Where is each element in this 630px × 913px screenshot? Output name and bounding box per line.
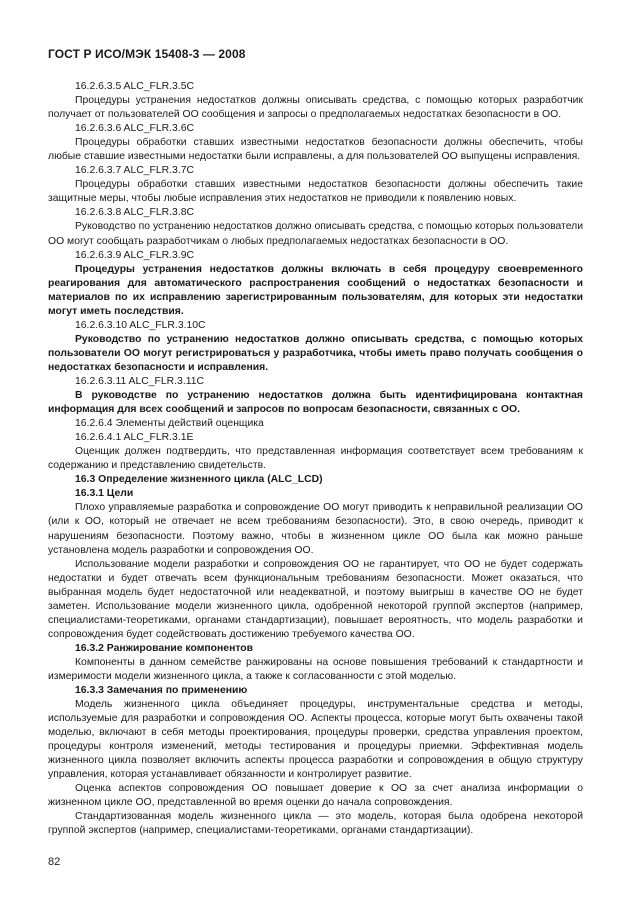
paragraph: Оценщик должен подтвердить, что представленная информация соответствует всем требованиям к содержанию и представлению свидетельств. <box>48 446 583 472</box>
paragraph: Процедуры устранения недостатков должны включать в себя процедуру своевременного реагирования для автоматического распространения сообщений о недостатках безопасности и материалов по их исправлению зарегистрированным пользователям, для которых эти недостатки могут иметь последствия. <box>48 263 583 317</box>
paragraph: 16.2.6.3.8 ALC_FLR.3.8C <box>75 207 194 219</box>
paragraph: Плохо управляемые разработка и сопровождение ОО могут приводить к неправильной реализации ОО (или к ОО, который не отвечает не всем требованиям безопасности). Это, в свою очередь, приводит к нарушениям безопасности. Поэтому важно, чтобы в жизненном цикле ОО была как можно раньше установлена модель разработки и сопровождения ОО. <box>48 502 583 556</box>
paragraph: 16.3.3 Замечания по применению <box>75 685 248 697</box>
paragraph: Оценка аспектов сопровождения ОО повышает доверие к ОО за счет анализа информации о жизненном цикле ОО, представленной во время оценки до начала сопровождения. <box>48 783 583 809</box>
paragraph: В руководстве по устранению недостатков должна быть идентифицирована контактная информация для всех сообщений и запросов по вопросам безопасности, связанных с ОО. <box>48 390 583 416</box>
paragraph: 16.3.1 Цели <box>75 488 134 500</box>
paragraph: Стандартизованная модель жизненного цикла — это модель, которая была одобрена некоторой группой экспертов (например, специалистами-теоретиками, органами стандартизации). <box>48 811 583 837</box>
document-header: ГОСТ Р ИСО/МЭК 15408-3 — 2008 <box>48 47 246 61</box>
paragraph: Руководство по устранению недостатков должно описывать средства, с помощью которых пользователи ОО могут регистрироваться у разработчика, чтобы иметь право получать сообщения о недостатках безопасности и исправления. <box>48 333 583 373</box>
paragraph: Процедуры обработки ставших известными недостатков безопасности должны обеспечить, чтобы любые ставшие известными недостатки были исправлены, а для пользователей ОО выпущены исправления. <box>48 137 583 163</box>
paragraph: 16.2.6.3.10 ALC_FLR.3.10C <box>75 319 206 331</box>
paragraph: 16.2.6.3.11 ALC_FLR.3.11C <box>75 375 205 387</box>
paragraph: 16.2.6.3.9 ALC_FLR.3.9C <box>75 249 194 261</box>
paragraph: 16.2.6.4 Элементы действий оценщика <box>75 418 264 430</box>
page-number: 82 <box>48 856 61 868</box>
paragraph: 16.2.6.3.5 ALC_FLR.3.5C <box>75 81 194 92</box>
paragraph: Процедуры устранения недостатков должны описывать средства, с помощью которых разработчик получает от пользователей ОО сообщения и запросы о предполагаемых недостатках безопасности в ОО. <box>48 95 583 121</box>
document-body <box>48 80 583 839</box>
paragraph: 16.3.2 Ранжирование компонентов <box>75 642 254 654</box>
paragraph: Руководство по устранению недостатков должно описывать средства, с помощью которых пользователи ОО могут сообщать разработчикам о любых предполагаемых недостатках безопасности в ОО. <box>48 221 583 247</box>
paragraph: 16.2.6.4.1 ALC_FLR.3.1E <box>75 432 194 444</box>
paragraph: 16.3 Определение жизненного цикла (ALC_LCD) <box>75 474 323 486</box>
paragraph: Компоненты в данном семействе ранжированы на основе повышения требований к стандартности и измеримости модели жизненного цикла, а также к согласованности с этой моделью. <box>48 656 583 682</box>
paragraph: Использование модели разработки и сопровождения ОО не гарантирует, что ОО не будет содержать недостатки и будет отвечать всем функциональным требованиям безопасности. Может оказаться, что выбранная модель будет недостаточной или неадекватной, и поэтому выигрыш в качестве ОО не будет заметен. Использование модели жизненного цикла, одобренной некоторой группой экспертов (например, специалистами-теоретиками, органами стандартизации), повышает вероятность, что модель разработки и сопровождения будет содействовать достижению требуемого качества ОО. <box>48 558 583 640</box>
paragraph: Процедуры обработки ставших известными недостатков безопасности должны обеспечить такие защитные меры, чтобы любые исправления этих недостатков не приводили к появлению новых. <box>48 179 583 205</box>
paragraph: Модель жизненного цикла объединяет процедуры, инструментальные средства и методы, используемые для разработки и сопровождения ОО. Аспекты процесса, которые могут быть охвачены такой моделью, включают в себя методы проектирования, процедуры проверки, средства управления проектом, процедуры контроля изменений, методы тестирования и процедуры приемки. Эффективная модель жизненного цикла позволяет включить аспекты процесса разработки и сопровождения в общую структуру управления, которая устанавливает обязанности и контролирует развитие. <box>48 699 583 781</box>
paragraph: 16.2.6.3.7 ALC_FLR.3.7C <box>75 165 194 177</box>
paragraph: 16.2.6.3.6 ALC_FLR.3.6C <box>75 123 194 135</box>
